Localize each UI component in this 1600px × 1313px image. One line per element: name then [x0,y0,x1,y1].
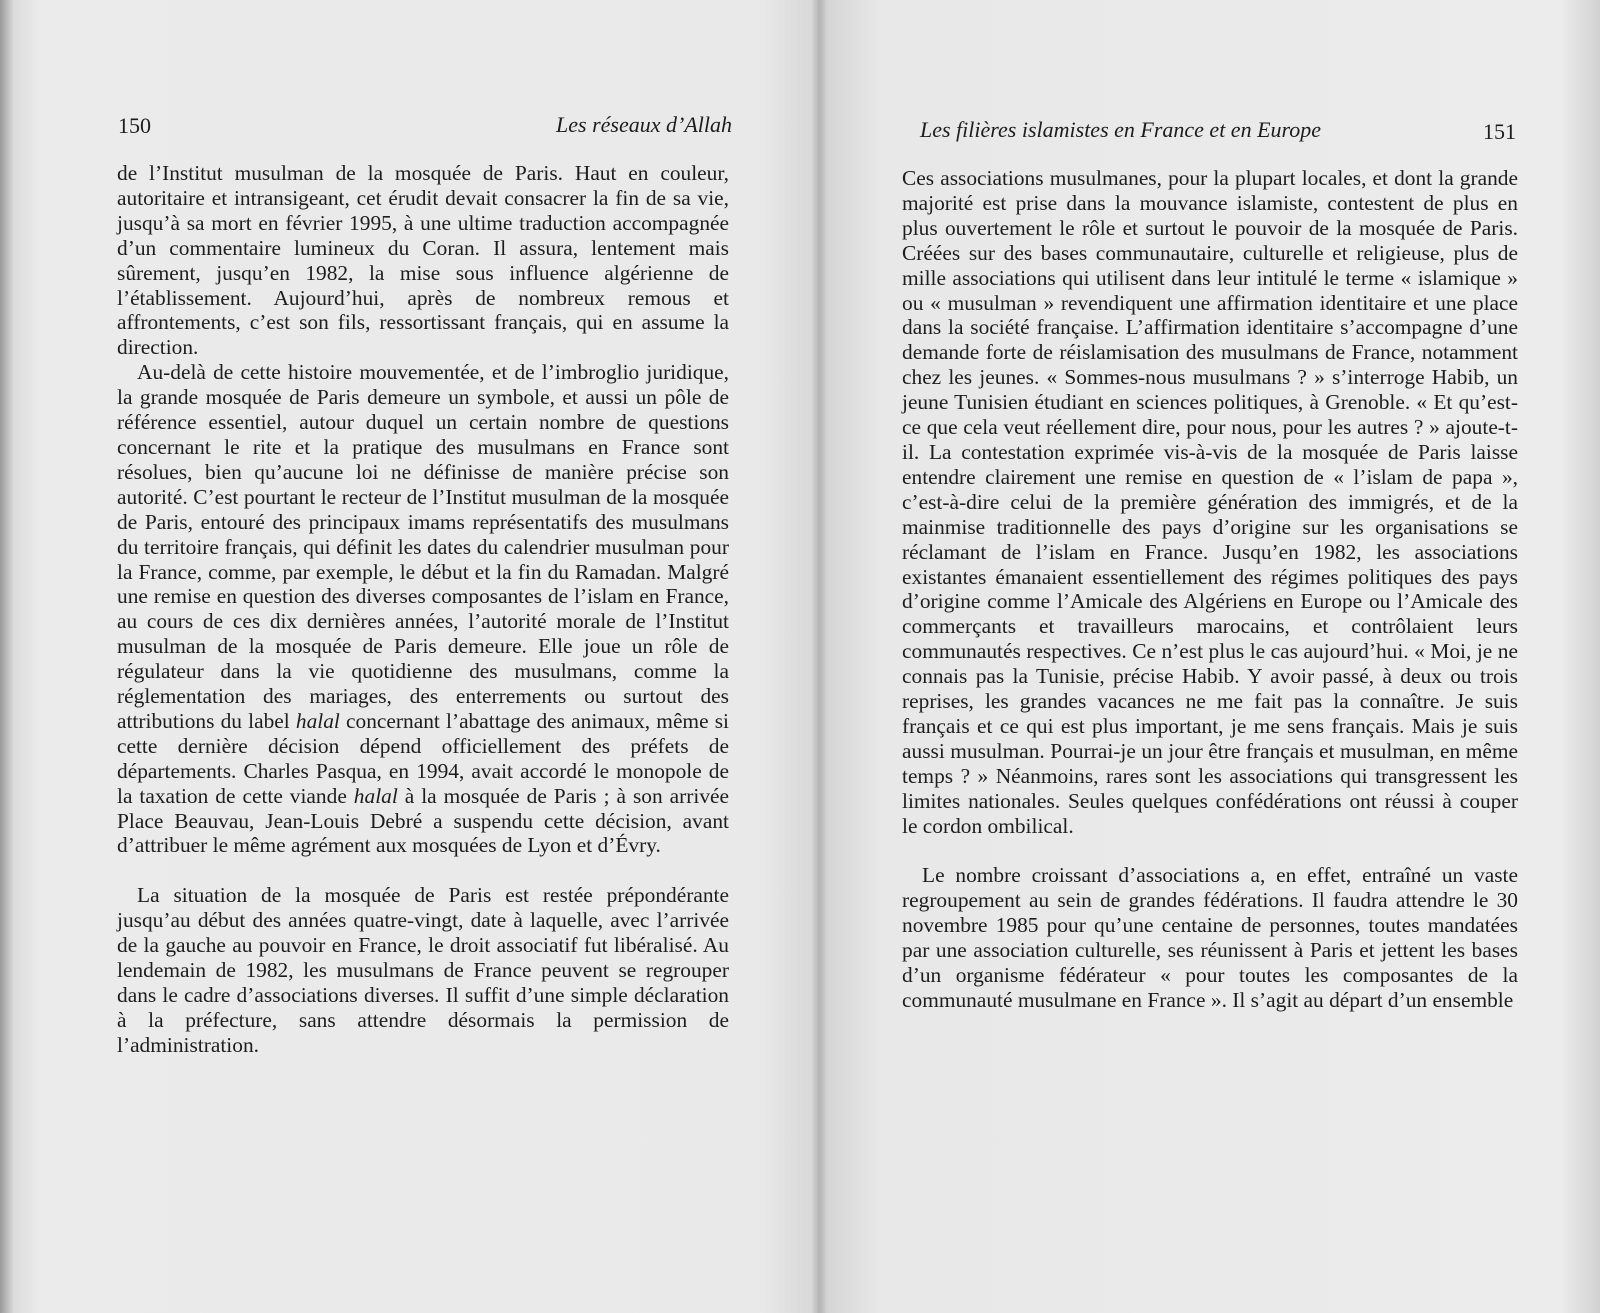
paragraph: Au-delà de cette histoire mouvementée, et de l’imbroglio juridique, la grande mosquée de Paris demeure un symbole, et aussi un pôle de référence essentiel, autour duquel un certain nombre de questions concernant le rite et la pratique des musulmans en France sont résolues, bien qu’aucune loi ne définisse de manière précise son autorité. C’est pourtant le recteur de l’Institut musulman de la mosquée de Paris, entouré des principaux imams représentatifs des musulmans du territoire français, qui définit les dates du calendrier musulman pour la France, comme, par exemple, le début et la fin du Ramadan. Malgré une remise en question des diverses composantes de l’islam en France, au cours de ces dix dernières années, l’autorité morale de l’Institut musulman de la mosquée de Paris demeure. Elle joue un rôle de régulateur dans la vie quotidienne des musulmans, comme la réglementation des mariages, des enterrements ou surtout des attributions du label halal concernant l’abattage des animaux, même si cette dernière décision dépend officiellement des préfets de départements. Charles Pasqua, en 1994, avait accordé le monopole de la taxation de cette viande halal à la mosquée de Paris ; à son arrivée Place Beauvau, Jean-Louis Debré a suspendu cette décision, avant d’attribuer le même agrément aux mosquées de Lyon et d’Évry. [117,360,730,858]
page-number: 151 [1483,119,1516,144]
right-page [826,0,1600,1313]
body-text [117,161,729,1058]
paragraph: de l’Institut musulman de la mosquée de Paris. Haut en couleur, autoritaire et intransigeant, cet érudit devait consacrer la fin de sa vie, jusqu’à sa mort en février 1995, à une ultime traduction accompagnée d’un commentaire lumineux du Coran. Il assura, lentement mais sûrement, jusqu’en 1982, la mise sous influence algérienne de l’établissement. Aujourd’hui, après de nombreux remous et affrontements, c’est son fils, ressortissant français, qui en assume la direction. [117,161,729,360]
running-head: Les filières islamistes en France et en Europe [920,117,1322,142]
body-text [902,166,1518,1013]
italic-term: halal [353,783,398,808]
paragraph: La situation de la mosquée de Paris est restée prépondérante jusqu’au début des années quatre-vingt, date à laquelle, avec l’arrivée de la gauche au pouvoir en France, le droit associatif fut libéralisé. Au lendemain de 1982, les musulmans de France peuvent se regrouper dans le cadre d’associations diverses. Il suffit d’une simple déclaration à la préfecture, sans attendre désormais la permission de l’administration. [117,883,729,1057]
page-number: 150 [118,113,151,138]
paragraph: Ces associations musulmanes, pour la plupart locales, et dont la grande majorité est prise dans la mouvance islamiste, contestent de plus en plus ouvertement le rôle et surtout le pouvoir de la mosquée de Paris. Créées sur des bases communautaire, culturelle et religieuse, plus de mille associations qui utilisent dans leur intitulé le terme « islamique » ou « musulman » revendiquent une affirmation identitaire et une place dans la société française. L’affirmation identitaire s’accompagne d’une demande forte de réislamisation des musulmans de France, notamment chez les jeunes. « Sommes-nous musulmans ? » s’interroge Habib, un jeune Tunisien étudiant en sciences politiques, à Grenoble. « Et qu’est-ce que cela veut réellement dire, pour nous, pour les autres ? » ajoute-t-il. La contestation exprimée vis-à-vis de la mosquée de Paris laisse entendre clairement une remise en question de « l’islam de papa », c’est-à-dire celui de la première génération des immigrés, et de la mainmise traditionnelle des pays d’origine sur les organisations se réclamant de l’islam en France. Jusqu’en 1982, les associations existantes émanaient essentiellement des régimes politiques des pays d’origine comme l’Amicale des Algériens en Europe ou l’Amicale des commerçants et travailleurs marocains, et contrôlaient leurs communautés respectives. Ce n’est plus le cas aujourd’hui. « Moi, je ne connais pas la Tunisie, précise Habib. Y avoir passé, à deux ou trois reprises, les grandes vacances ne me fait pas la connaître. Je suis français et ce qui est plus important, je me sens français. Mais je suis aussi musulman. Pourrai-je un jour être français et musulman, en même temps ? » Néanmoins, rares sont les associations qui transgressent les limites nationales. Seules quelques confédérations ont réussi à couper le cordon ombilical. [902,166,1518,838]
running-head: Les réseaux d’Allah [556,112,732,137]
italic-term: halal [295,708,340,733]
book-gutter [812,0,826,1313]
paragraph: Le nombre croissant d’associations a, en effet, entraîné un vaste regroupement au sein de grandes fédérations. Il faudra attendre le 30 novembre 1985 pour qu’une centaine de personnes, toutes mandatées par une association culturelle, ses réunissent à Paris et jettent les bases d’un organisme fédérateur « pour toutes les composantes de la communauté musulmane en France ». Il s’agit au départ d’un ensemble [902,863,1518,1012]
